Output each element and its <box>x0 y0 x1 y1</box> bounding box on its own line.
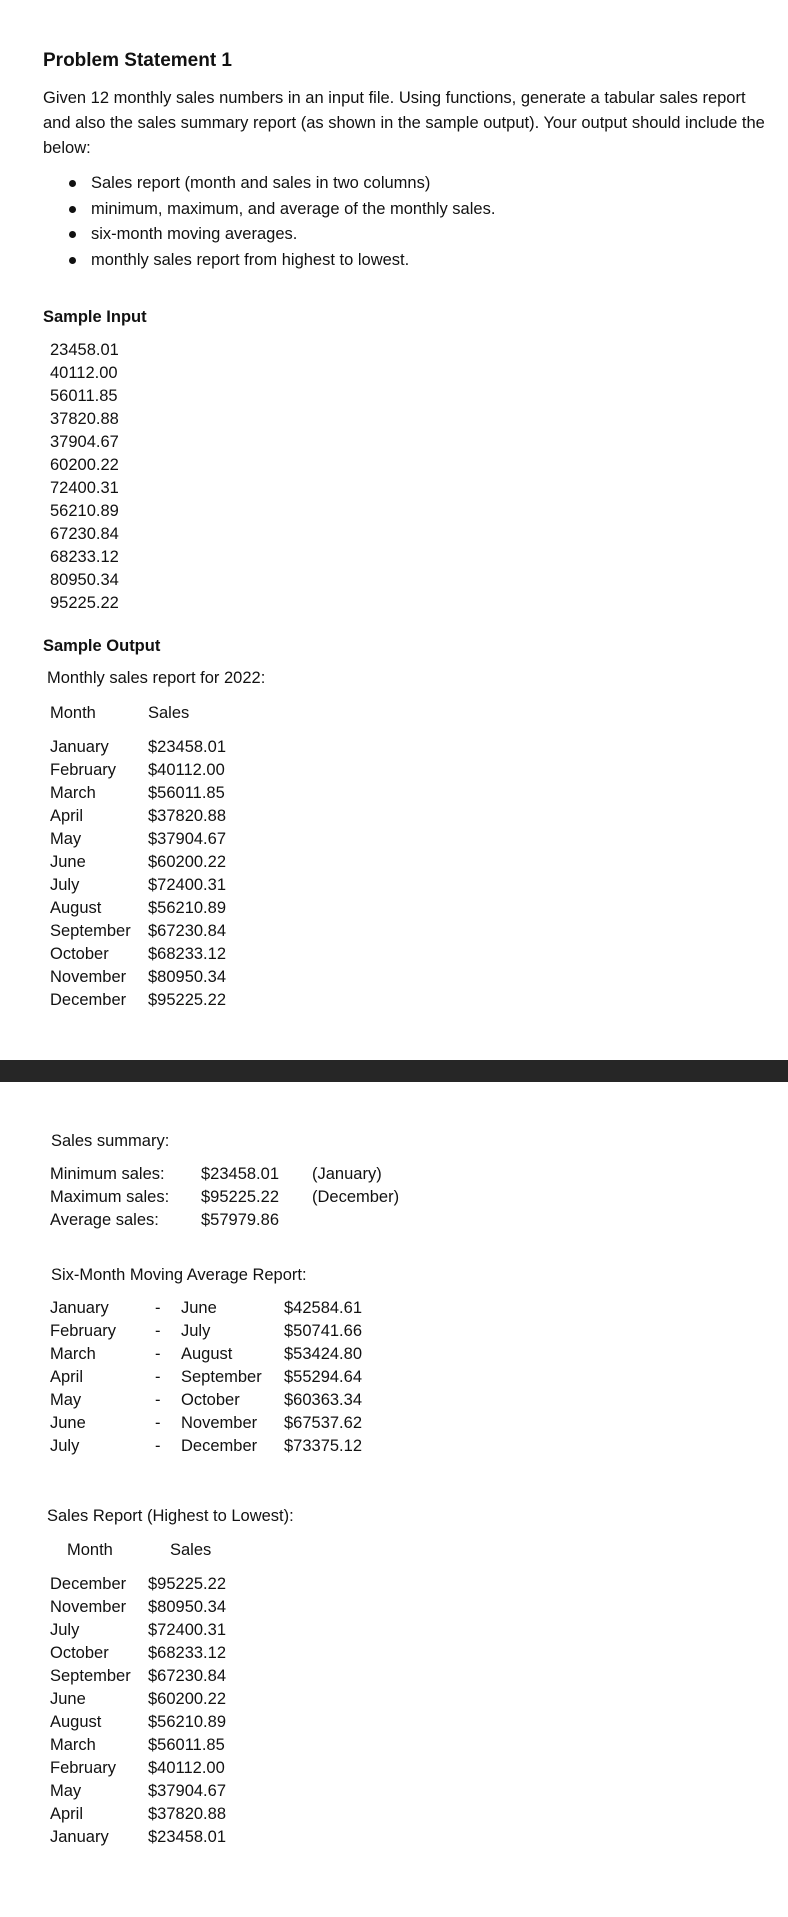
table-row: August $56210.89 <box>50 1713 226 1731</box>
requirement-item: monthly sales report from highest to lowest. <box>66 248 495 274</box>
table-row: February - July $50741.66 <box>50 1322 362 1340</box>
input-value: 80950.34 <box>50 571 119 589</box>
table-row: Average sales: $57979.86 <box>50 1211 279 1229</box>
table-row: May - October $60363.34 <box>50 1391 362 1409</box>
problem-intro: Given 12 monthly sales numbers in an input file. Using functions, generate a tabular sales report and also the sales summary report (as shown in the sample output). Your output should include the below: <box>43 89 765 157</box>
column-header-sales: Sales <box>170 1541 212 1559</box>
table-row: May $37904.67 <box>50 1782 226 1800</box>
table-row: October $68233.12 <box>50 945 226 963</box>
sample-input-heading: Sample Input <box>43 308 147 326</box>
input-value: 72400.31 <box>50 479 119 497</box>
input-value: 95225.22 <box>50 594 119 612</box>
bullet-icon <box>69 180 76 187</box>
bullet-icon <box>69 206 76 213</box>
input-value: 23458.01 <box>50 341 119 359</box>
input-value: 56011.85 <box>50 387 118 405</box>
table-row: January - June $42584.61 <box>50 1299 362 1317</box>
sorted-sales-table <box>50 1539 226 1849</box>
input-value: 56210.89 <box>50 502 119 520</box>
table-row: September $67230.84 <box>50 1667 226 1685</box>
table-row: June $60200.22 <box>50 1690 226 1708</box>
table-row: Minimum sales: $23458.01 (January) <box>50 1165 382 1183</box>
input-value: 67230.84 <box>50 525 119 543</box>
table-row: April $37820.88 <box>50 1805 226 1823</box>
sorted-report-caption: Sales Report (Highest to Lowest): <box>47 1507 294 1525</box>
input-value: 37820.88 <box>50 410 119 428</box>
table-row: February $40112.00 <box>50 761 225 779</box>
table-row: November $80950.34 <box>50 968 226 986</box>
table-row: Maximum sales: $95225.22 (December) <box>50 1188 400 1206</box>
table-row: April $37820.88 <box>50 807 226 825</box>
input-value: 60200.22 <box>50 456 119 474</box>
table-row: December $95225.22 <box>50 991 226 1009</box>
column-header-month: Month <box>50 704 96 722</box>
table-row: August $56210.89 <box>50 899 226 917</box>
bullet-icon <box>69 231 76 238</box>
summary-caption: Sales summary: <box>51 1132 170 1150</box>
table-row: June - November $67537.62 <box>50 1414 362 1432</box>
table-row: July - December $73375.12 <box>50 1437 362 1455</box>
requirement-item: Sales report (month and sales in two columns) <box>66 171 495 197</box>
column-header-month: Month <box>67 1541 113 1559</box>
table-row: March - August $53424.80 <box>50 1345 362 1363</box>
table-row: July $72400.31 <box>50 876 226 894</box>
table-row: May $37904.67 <box>50 830 226 848</box>
table-row: June $60200.22 <box>50 853 226 871</box>
table-row: January $23458.01 <box>50 738 226 756</box>
table-row: October $68233.12 <box>50 1644 226 1662</box>
requirement-item: minimum, maximum, and average of the monthly sales. <box>66 197 495 223</box>
table-row: November $80950.34 <box>50 1598 226 1616</box>
sample-output-heading: Sample Output <box>43 637 161 655</box>
table-row: March $56011.85 <box>50 784 225 802</box>
requirements-list <box>66 171 495 273</box>
requirement-item: six-month moving averages. <box>66 222 495 248</box>
table-row: February $40112.00 <box>50 1759 225 1777</box>
table-row: January $23458.01 <box>50 1828 226 1846</box>
table-row: April - September $55294.64 <box>50 1368 362 1386</box>
table-row: December $95225.22 <box>50 1575 226 1593</box>
bullet-icon <box>69 257 76 264</box>
input-value: 37904.67 <box>50 433 119 451</box>
problem-title: Problem Statement 1 <box>43 50 232 71</box>
sales-summary-table <box>50 1163 399 1232</box>
moving-average-caption: Six-Month Moving Average Report: <box>51 1266 307 1284</box>
monthly-report-caption: Monthly sales report for 2022: <box>47 669 266 687</box>
table-row: March $56011.85 <box>50 1736 225 1754</box>
input-value: 40112.00 <box>50 364 118 382</box>
input-value: 68233.12 <box>50 548 119 566</box>
table-row: September $67230.84 <box>50 922 226 940</box>
page-divider <box>0 1060 788 1082</box>
sample-input-list <box>50 339 119 615</box>
column-header-sales: Sales <box>148 704 190 722</box>
monthly-sales-table <box>50 702 226 1012</box>
moving-average-table <box>50 1297 362 1458</box>
table-row: July $72400.31 <box>50 1621 226 1639</box>
